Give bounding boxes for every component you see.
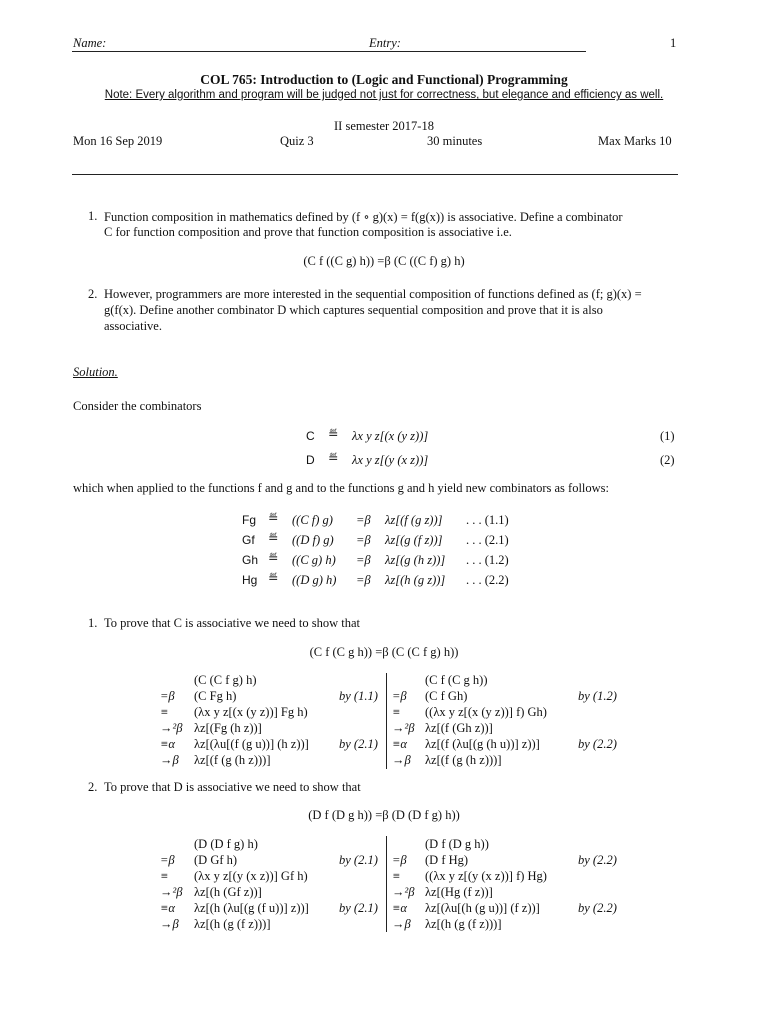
proof1-divider [386, 673, 387, 769]
derivation-relation: →β [392, 917, 411, 931]
derivation-relation: ≡ [392, 869, 401, 883]
derivation-relation: =β [392, 853, 407, 867]
derivation-expression: ((λx y z[(x (y z))] f) Gh) [425, 705, 547, 719]
combo-app: ((D f) g) [292, 533, 334, 547]
solution-label: Solution. [73, 365, 118, 379]
entry-label: Entry: [369, 36, 401, 50]
derivation-relation: →²β [160, 885, 183, 899]
derivation-expression: (D f (D g h)) [425, 837, 489, 851]
derivation-relation: ≡α [392, 737, 407, 751]
note-text: Note: Every algorithm and program will be judged not just for correctness, but elegance and efficiency as well. [104, 89, 664, 101]
derivation-expression: λz[(h (λu[(g (f u))] z))] [194, 901, 309, 915]
combo-eq: =β [356, 573, 371, 587]
combo-ref: . . . (2.1) [466, 533, 509, 547]
q2-line2: g(f(x). Define another combinator D which captures sequential composition and prove that it is also [104, 303, 603, 317]
proof1-equation: (C f (C g h)) =β (C (C f g) h)) [309, 645, 459, 659]
def-lhs: C [306, 429, 315, 443]
combo-lhs: Hg [242, 573, 258, 587]
derivation-relation: ≡α [160, 737, 175, 751]
combo-op: ≝ [268, 551, 279, 565]
combo-result: λz[(g (f z))] [385, 533, 443, 547]
combo-ref: . . . (1.1) [466, 513, 509, 527]
max-marks: Max Marks 10 [598, 134, 672, 148]
derivation-expression: λz[(h (g (f z)))] [425, 917, 502, 931]
derivation-expression: λz[(Fg (h z))] [194, 721, 262, 735]
combo-ref: . . . (2.2) [466, 573, 509, 587]
derivation-relation: ≡ [392, 705, 401, 719]
proof2-number: 2. [88, 780, 98, 794]
combo-result: λz[(h (g z))] [385, 573, 446, 587]
header-rule [72, 174, 678, 175]
proof1-number: 1. [88, 616, 98, 630]
def-lhs: D [306, 453, 315, 467]
proof2-divider [386, 836, 387, 932]
derivation-justification: by (2.2) [578, 853, 617, 867]
derivation-expression: λz[(h (g (f z)))] [194, 917, 271, 931]
combo-eq: =β [356, 513, 371, 527]
consider-text: Consider the combinators [73, 399, 202, 413]
proof1-text: To prove that C is associative we need to show that [104, 616, 361, 630]
q1-line1: Function composition in mathematics defined by (f ∘ g)(x) = f(g(x)) is associative. Define a combinator [104, 210, 623, 224]
derivation-justification: by (1.1) [339, 689, 378, 703]
combo-ref: . . . (1.2) [466, 553, 509, 567]
derivation-expression: ((λx y z[(y (x z))] f) Hg) [425, 869, 547, 883]
derivation-expression: λz[(λu[(h (g u))] (f z))] [425, 901, 540, 915]
derivation-relation: ≡α [392, 901, 407, 915]
derivation-expression: (λx y z[(y (x z))] Gf h) [194, 869, 308, 883]
derivation-expression: (C Fg h) [194, 689, 237, 703]
combo-app: ((C g) h) [292, 553, 336, 567]
combo-result: λz[(f (g z))] [385, 513, 443, 527]
derivation-expression: λz[(λu[(f (g u))] (h z))] [194, 737, 309, 751]
q1-line2: C for function composition and prove that function composition is associative i.e. [104, 225, 512, 239]
combo-app: ((C f) g) [292, 513, 333, 527]
derivation-relation: →²β [392, 885, 415, 899]
derivation-relation: =β [160, 853, 175, 867]
header-underline [72, 51, 586, 52]
duration: 30 minutes [427, 134, 483, 148]
derivation-relation: →β [392, 753, 411, 767]
equation-number: (2) [660, 453, 675, 467]
equation-number: (1) [660, 429, 675, 443]
semester: II semester 2017-18 [334, 119, 434, 133]
derivation-expression: (C f (C g h)) [425, 673, 488, 687]
derivation-relation: =β [160, 689, 175, 703]
page-title: COL 765: Introduction to (Logic and Functional) Programming [200, 72, 568, 87]
derivation-expression: λz[(f (g (h z)))] [194, 753, 271, 767]
derivation-expression: (D (D f g) h) [194, 837, 258, 851]
combo-result: λz[(g (h z))] [385, 553, 446, 567]
combo-eq: =β [356, 553, 371, 567]
derivation-relation: →β [160, 917, 179, 931]
def-op: ≝ [328, 451, 339, 465]
derivation-relation: →²β [160, 721, 183, 735]
derivation-justification: by (2.1) [339, 853, 378, 867]
derivation-expression: λz[(f (Gh z))] [425, 721, 493, 735]
q2-line1: However, programmers are more interested in the sequential composition of functions defined as (f; g)(x) = [104, 287, 642, 301]
def-op: ≝ [328, 427, 339, 441]
page-number: 1 [670, 36, 677, 50]
def-rhs: λx y z[(y (x z))] [352, 453, 429, 467]
derivation-justification: by (2.2) [578, 737, 617, 751]
exam-date: Mon 16 Sep 2019 [73, 134, 163, 148]
derivation-relation: =β [392, 689, 407, 703]
quiz-number: Quiz 3 [280, 134, 314, 148]
q1-equation: (C f ((C g) h)) =β (C ((C f) g) h) [303, 254, 465, 268]
derivation-expression: (λx y z[(x (y z))] Fg h) [194, 705, 308, 719]
proof2-equation: (D f (D g h)) =β (D (D f g) h)) [308, 808, 460, 822]
derivation-expression: (D Gf h) [194, 853, 238, 867]
q2-line3: associative. [104, 319, 162, 333]
derivation-expression: λz[(Hg (f z))] [425, 885, 493, 899]
combo-op: ≝ [268, 531, 279, 545]
derivation-expression: (D f Hg) [425, 853, 469, 867]
name-label: Name: [73, 36, 107, 50]
combo-eq: =β [356, 533, 371, 547]
combo-lhs: Gf [242, 533, 255, 547]
combo-lhs: Fg [242, 513, 257, 527]
combo-lhs: Gh [242, 553, 259, 567]
note-line [0, 89, 768, 101]
derivation-justification: by (2.2) [578, 901, 617, 915]
def-rhs: λx y z[(x (y z))] [352, 429, 429, 443]
combo-op: ≝ [268, 511, 279, 525]
derivation-relation: ≡α [160, 901, 175, 915]
combo-app: ((D g) h) [292, 573, 337, 587]
derivation-expression: λz[(f (λu[(g (h u))] z))] [425, 737, 540, 751]
combo-op: ≝ [268, 571, 279, 585]
derivation-expression: (C f Gh) [425, 689, 468, 703]
derivation-justification: by (2.1) [339, 901, 378, 915]
derivation-relation: →β [160, 753, 179, 767]
q1-number: 1. [88, 209, 98, 223]
derivation-expression: λz[(h (Gf z))] [194, 885, 262, 899]
derivation-justification: by (2.1) [339, 737, 378, 751]
derivation-justification: by (1.2) [578, 689, 617, 703]
derivation-relation: →²β [392, 721, 415, 735]
q2-number: 2. [88, 287, 98, 301]
derivation-expression: λz[(f (g (h z)))] [425, 753, 502, 767]
which-text: which when applied to the functions f and g and to the functions g and h yield new combinators as follows: [73, 481, 609, 495]
proof2-text: To prove that D is associative we need to show that [104, 780, 361, 794]
derivation-relation: ≡ [160, 869, 169, 883]
derivation-relation: ≡ [160, 705, 169, 719]
derivation-expression: (C (C f g) h) [194, 673, 257, 687]
